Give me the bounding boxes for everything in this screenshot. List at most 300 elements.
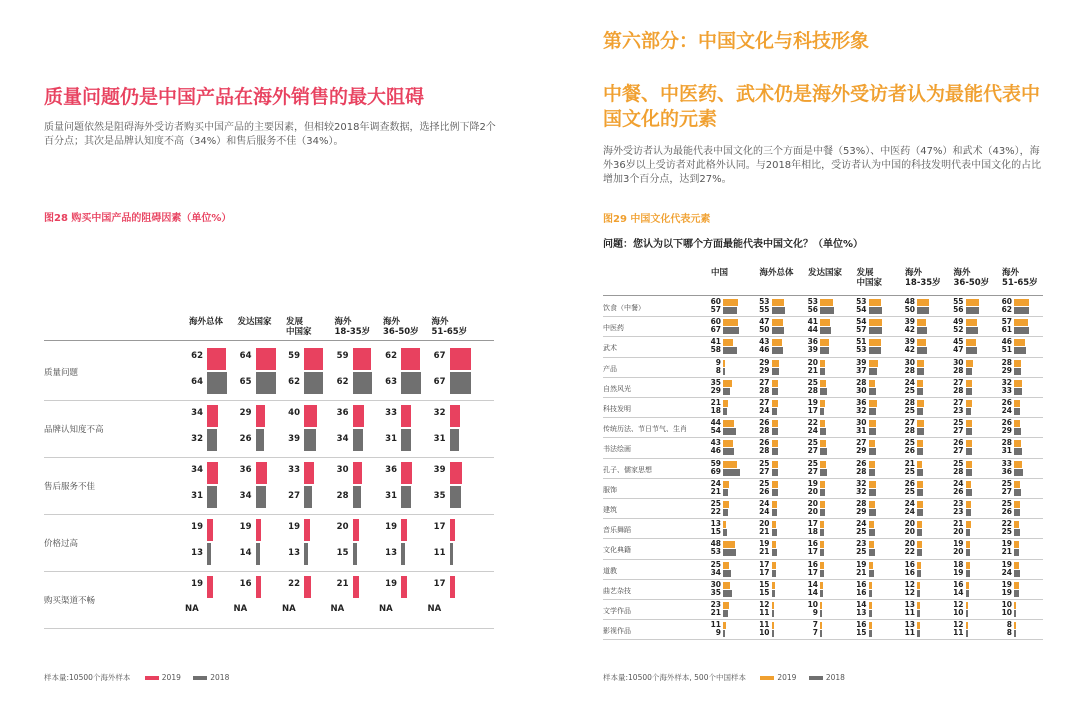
right-value-2018: 21 (710, 608, 721, 617)
left-bar-2018 (207, 429, 217, 451)
right-bar-2018 (869, 570, 874, 577)
left-value-2018: 39 (288, 434, 300, 444)
right-value-2019: 60 (710, 317, 721, 327)
legend-label-2019-right: 2019 (777, 673, 797, 682)
left-value-2018: 31 (433, 434, 446, 444)
left-value-2019: 20 (336, 522, 349, 532)
right-bar-2019 (917, 360, 924, 367)
right-bar-2019 (1014, 299, 1029, 306)
left-value-2018: 65 (239, 377, 252, 387)
right-value-2019: 8 (1006, 620, 1012, 630)
left-column-header (286, 317, 335, 337)
legend-swatch-2019-right (760, 676, 774, 680)
right-footnote: 样本量:10500个海外样本, 500个中国样本 (603, 673, 746, 682)
right-value-2018: 8 (715, 365, 721, 375)
right-bar-2019 (869, 481, 877, 488)
right-bar-2018 (1014, 529, 1020, 536)
left-value-2019: 34 (191, 465, 203, 475)
right-row-divider (603, 478, 1043, 479)
right-bar-2019 (917, 602, 920, 609)
right-value-2018: 50 (904, 305, 915, 314)
left-bar-2019 (304, 405, 317, 427)
left-value-2018: 64 (191, 377, 203, 387)
right-value-2019: 59 (710, 458, 721, 468)
left-value-2019: 21 (336, 579, 349, 589)
right-value-2018: 28 (856, 466, 867, 476)
right-column-header-line: 海外 (1002, 268, 1020, 278)
right-bar-2018 (917, 448, 923, 455)
left-footnote: 样本量:10500个海外样本 (44, 673, 131, 682)
right-value-2019: 27 (759, 377, 770, 387)
right-value-2018: 25 (856, 547, 867, 557)
right-value-2019: 26 (759, 418, 770, 428)
right-bar-2019 (917, 521, 922, 528)
right-bar-2018 (1014, 347, 1026, 354)
left-row-label: 质量问题 (44, 368, 79, 378)
right-value-2019: 25 (710, 559, 721, 569)
left-title: 质量问题仍是中国产品在海外销售的最大阻碍 (44, 86, 425, 108)
left-column-header-line: 海外 (334, 317, 352, 327)
right-bar-2018 (869, 327, 883, 334)
right-row-label: 产品 (603, 364, 617, 373)
right-value-2018: 46 (710, 446, 721, 456)
left-value-2018: 14 (239, 548, 252, 558)
right-value-2019: 46 (1001, 337, 1012, 347)
right-bar-2019 (820, 582, 823, 589)
left-bar-2018 (304, 372, 323, 394)
right-value-2018: 57 (710, 305, 721, 314)
right-bar-2018 (1014, 307, 1029, 314)
right-row-divider (603, 357, 1043, 358)
right-value-2019: 23 (856, 539, 867, 549)
right-bar-2019 (723, 461, 737, 468)
right-legend (603, 672, 845, 683)
left-bar-2018 (207, 372, 227, 394)
right-bar-2019 (723, 501, 729, 508)
right-bar-2019 (966, 400, 973, 407)
right-bar-2018 (966, 428, 973, 435)
right-column-header-line: 海外 (905, 268, 923, 278)
right-bar-2019 (820, 319, 830, 326)
right-bar-2019 (723, 420, 734, 427)
right-bar-2019 (966, 622, 969, 629)
right-bar-2018 (820, 388, 827, 395)
right-bar-2019 (1014, 622, 1016, 629)
right-value-2018: 19 (953, 567, 964, 577)
right-bar-2019 (917, 339, 926, 346)
left-column-header-line: 海外 (431, 317, 449, 327)
left-value-2019: 62 (385, 351, 397, 361)
right-value-2018: 27 (759, 466, 770, 476)
left-value-2019: 29 (239, 408, 252, 418)
right-value-2019: 19 (759, 539, 770, 549)
right-value-2018: 26 (953, 486, 964, 496)
right-bar-2019 (869, 562, 874, 569)
right-column-header (1002, 268, 1051, 288)
right-bar-2018 (772, 529, 777, 536)
left-column-header-line: 发达国家 (237, 317, 272, 327)
right-value-2019: 16 (856, 620, 867, 630)
right-bar-2019 (869, 400, 878, 407)
right-value-2019: 60 (710, 297, 721, 306)
right-row-divider (603, 518, 1043, 519)
left-value-2019: 36 (239, 465, 252, 475)
right-value-2019: 22 (1001, 519, 1012, 529)
right-bar-2019 (917, 400, 924, 407)
left-value-2018: 35 (433, 491, 446, 501)
left-bar-2019 (401, 405, 411, 427)
right-column-header (760, 268, 809, 278)
left-value-2018: 63 (385, 377, 397, 387)
right-bar-2019 (820, 602, 822, 609)
right-bar-2018 (820, 469, 827, 476)
right-bar-2018 (1014, 630, 1016, 637)
right-value-2019: 10 (1001, 600, 1012, 609)
right-value-2019: 17 (807, 519, 818, 529)
right-question: 问题：您认为以下哪个方面最能代表中国文化？（单位%） (603, 239, 864, 250)
right-value-2019: 16 (856, 579, 867, 589)
right-bar-2018 (966, 509, 972, 516)
right-bar-2018 (772, 327, 784, 334)
left-bar-2019 (256, 348, 276, 370)
right-column-header-line: 36-50岁 (953, 278, 990, 288)
left-column-header (189, 317, 238, 327)
right-value-2019: 19 (1001, 579, 1012, 589)
right-value-2018: 57 (856, 325, 867, 335)
right-value-2019: 53 (759, 297, 770, 306)
right-bar-2019 (917, 380, 923, 387)
left-value-2018: 13 (288, 548, 300, 558)
right-bar-2018 (820, 590, 823, 597)
right-value-2018: 28 (953, 385, 964, 395)
right-value-2019: 53 (856, 297, 867, 306)
right-value-2018: 24 (1001, 406, 1012, 415)
left-column-header (383, 317, 432, 337)
right-value-2018: 51 (1001, 345, 1012, 355)
right-bar-2019 (966, 440, 972, 447)
right-bar-2019 (1014, 319, 1028, 326)
right-value-2018: 21 (710, 486, 721, 496)
left-value-2019: 16 (239, 579, 252, 589)
right-value-2019: 16 (807, 559, 818, 569)
right-value-2018: 8 (1006, 628, 1012, 638)
right-bar-2018 (917, 327, 927, 334)
right-value-2019: 30 (953, 357, 964, 367)
right-bar-2018 (772, 570, 776, 577)
right-value-2018: 54 (856, 305, 867, 314)
right-value-2019: 11 (710, 620, 721, 630)
right-value-2019: 19 (856, 559, 867, 569)
right-bar-2018 (1014, 570, 1020, 577)
right-bar-2019 (966, 521, 971, 528)
right-value-2018: 22 (710, 507, 721, 516)
right-value-2019: 24 (856, 519, 867, 529)
left-value-2018: 13 (191, 548, 203, 558)
right-bar-2019 (869, 360, 878, 367)
right-value-2019: 30 (904, 357, 915, 367)
right-value-2019: 13 (710, 519, 721, 529)
right-bar-2019 (966, 501, 972, 508)
right-value-2019: 25 (807, 438, 818, 448)
right-value-2018: 29 (856, 446, 867, 456)
right-bar-2018 (723, 469, 740, 476)
right-value-2019: 24 (904, 499, 915, 508)
right-value-2019: 22 (807, 418, 818, 428)
right-value-2018: 52 (953, 325, 964, 335)
left-bar-2018 (304, 486, 312, 508)
right-value-2019: 27 (953, 398, 964, 407)
right-bar-2018 (723, 509, 728, 516)
right-value-2018: 28 (759, 426, 770, 436)
right-bar-2019 (1014, 339, 1025, 346)
right-bar-2018 (1014, 428, 1021, 435)
left-value-2019: 40 (288, 408, 300, 418)
right-value-2018: 58 (710, 345, 721, 355)
left-value-2019: 39 (433, 465, 446, 475)
left-value-2019: 67 (433, 351, 446, 361)
right-value-2018: 20 (807, 507, 818, 516)
right-bar-2018 (917, 590, 920, 597)
right-bar-2018 (820, 428, 826, 435)
right-bar-2018 (917, 570, 921, 577)
right-value-2019: 24 (953, 478, 964, 488)
right-bar-2018 (723, 448, 734, 455)
left-column-header-line: 海外 (383, 317, 401, 327)
left-bar-2019 (256, 405, 265, 427)
right-value-2018: 24 (759, 507, 770, 516)
right-bar-2018 (772, 388, 779, 395)
right-row-divider (603, 417, 1043, 418)
right-row-label: 中医药 (603, 324, 624, 333)
left-value-2019: 33 (288, 465, 300, 475)
right-value-2019: 20 (759, 519, 770, 529)
right-bar-2019 (772, 541, 777, 548)
right-value-2018: 9 (715, 628, 721, 638)
right-value-2019: 21 (904, 458, 915, 468)
right-bar-2019 (820, 360, 825, 367)
right-value-2019: 55 (953, 297, 964, 306)
right-bar-2019 (1014, 481, 1020, 488)
right-value-2019: 12 (953, 620, 964, 630)
right-bar-2018 (772, 590, 776, 597)
right-value-2019: 19 (953, 539, 964, 549)
right-bar-2018 (723, 347, 737, 354)
left-bar-2019 (353, 519, 359, 541)
right-value-2019: 39 (904, 317, 915, 327)
right-bar-2018 (966, 368, 973, 375)
right-bar-2019 (723, 562, 729, 569)
right-value-2019: 25 (710, 499, 721, 508)
right-row-divider (603, 316, 1043, 317)
legend-label-2019: 2019 (161, 673, 181, 682)
right-bar-2018 (820, 408, 824, 415)
right-bar-2019 (966, 481, 972, 488)
right-row-label: 自然风光 (603, 384, 631, 393)
right-value-2019: 43 (759, 337, 770, 347)
right-bar-2018 (820, 307, 834, 314)
right-bar-2019 (772, 461, 778, 468)
right-value-2019: 19 (807, 398, 818, 407)
right-value-2018: 32 (856, 486, 867, 496)
left-bar-2019 (304, 519, 310, 541)
right-value-2018: 16 (856, 587, 867, 597)
right-bar-2018 (723, 307, 737, 314)
right-bar-2018 (869, 408, 877, 415)
right-bar-2018 (723, 408, 727, 415)
right-bar-2019 (966, 319, 978, 326)
right-bar-2018 (772, 630, 774, 637)
right-bar-2019 (723, 299, 738, 306)
right-bar-2019 (723, 622, 726, 629)
right-value-2019: 26 (1001, 398, 1012, 407)
left-value-2018-na: NA (282, 604, 296, 614)
right-bar-2018 (917, 610, 920, 617)
legend-swatch-2018-right (809, 676, 823, 680)
left-bar-2018 (353, 372, 372, 394)
right-value-2018: 39 (807, 345, 818, 355)
right-bar-2018 (820, 327, 831, 334)
right-value-2018: 29 (759, 365, 770, 375)
right-value-2018: 25 (904, 385, 915, 395)
left-bar-2018 (401, 543, 405, 565)
right-bar-2018 (917, 388, 923, 395)
right-value-2019: 10 (807, 600, 818, 609)
right-value-2019: 25 (953, 418, 964, 428)
left-value-2019: 33 (385, 408, 397, 418)
right-bar-2018 (966, 307, 980, 314)
right-column-header (808, 268, 857, 278)
right-value-2018: 50 (759, 325, 770, 335)
right-bar-2019 (772, 420, 778, 427)
right-bar-2018 (1014, 327, 1029, 334)
right-value-2019: 48 (904, 297, 915, 306)
right-bar-2019 (1014, 602, 1016, 609)
right-value-2019: 26 (953, 438, 964, 448)
right-bar-2019 (869, 501, 876, 508)
right-value-2019: 25 (807, 377, 818, 387)
right-value-2018: 7 (812, 628, 818, 638)
right-bar-2019 (966, 602, 969, 609)
right-value-2019: 28 (904, 398, 915, 407)
right-value-2019: 47 (759, 317, 770, 327)
right-value-2019: 24 (904, 377, 915, 387)
right-paragraph: 海外受访者认为最能代表中国文化的三个方面是中餐（53%）、中医药（47%）和武术（43%），海外36岁以上受访者对此格外认同。与2018年相比，受访者认为中国的科技发明代表中国文化的占比增加3个百分点，达到27%。 (603, 146, 1042, 185)
right-bar-2018 (772, 489, 778, 496)
left-table (44, 300, 494, 640)
right-value-2018: 25 (856, 527, 867, 537)
right-value-2018: 23 (953, 507, 964, 516)
right-bar-2019 (966, 339, 977, 346)
right-value-2018: 28 (807, 385, 818, 395)
left-bar-2019 (304, 348, 323, 370)
right-value-2019: 24 (759, 499, 770, 508)
right-bar-2018 (966, 630, 969, 637)
right-bar-2018 (917, 489, 923, 496)
right-bar-2018 (820, 549, 824, 556)
right-bar-2019 (869, 541, 875, 548)
right-value-2018: 26 (759, 486, 770, 496)
left-bar-2019 (450, 519, 455, 541)
right-title: 中餐、中医药、武术仍是海外受访者认为最能代表中国文化的元素 (603, 83, 1041, 130)
right-value-2018: 28 (904, 426, 915, 436)
right-value-2019: 41 (710, 337, 721, 347)
left-column-header (238, 317, 287, 327)
right-value-2019: 57 (1001, 317, 1012, 327)
left-value-2019: 17 (433, 579, 446, 589)
right-value-2019: 35 (710, 377, 721, 387)
right-row-divider (603, 599, 1043, 600)
right-value-2018: 11 (904, 628, 915, 638)
left-column-header-line: 发展 (286, 317, 304, 327)
right-bar-2019 (1014, 521, 1019, 528)
right-bar-2018 (772, 549, 777, 556)
left-bar-2018 (353, 429, 364, 451)
right-value-2018: 35 (710, 587, 721, 597)
right-value-2019: 27 (856, 438, 867, 448)
left-value-2018: 62 (288, 377, 300, 387)
right-value-2019: 43 (710, 438, 721, 448)
left-value-2018: 32 (191, 434, 203, 444)
right-value-2018: 21 (759, 547, 770, 557)
right-bar-2019 (723, 339, 733, 346)
right-column-header-line: 海外总体 (759, 268, 794, 278)
right-column-header-line: 发达国家 (808, 268, 843, 278)
right-bar-2019 (723, 440, 733, 447)
right-bar-2018 (772, 408, 778, 415)
right-value-2019: 20 (807, 357, 818, 367)
right-bar-2018 (723, 570, 731, 577)
right-row-divider (603, 538, 1043, 539)
right-bar-2019 (869, 582, 873, 589)
right-bar-2018 (869, 368, 878, 375)
left-bar-2019 (304, 462, 314, 484)
right-value-2019: 28 (856, 377, 867, 387)
right-value-2018: 62 (1001, 305, 1012, 314)
right-bar-2019 (869, 602, 872, 609)
left-row-divider (44, 628, 494, 629)
left-value-2018: 31 (385, 434, 397, 444)
left-value-2018-na: NA (379, 604, 393, 614)
right-value-2019: 12 (759, 600, 770, 609)
right-value-2018: 25 (904, 466, 915, 476)
right-column-header (857, 268, 906, 288)
left-value-2018: 31 (385, 491, 397, 501)
right-column-header (905, 268, 954, 288)
left-value-2018: 62 (336, 377, 349, 387)
right-bar-2018 (723, 327, 739, 334)
right-bar-2018 (1014, 590, 1019, 597)
right-value-2018: 33 (1001, 385, 1012, 395)
right-value-2018: 31 (856, 426, 867, 436)
right-value-2018: 27 (1001, 486, 1012, 496)
right-value-2018: 61 (1001, 325, 1012, 335)
right-bar-2018 (820, 610, 822, 617)
right-bar-2019 (820, 380, 826, 387)
right-row-label: 饮食（中餐） (603, 304, 645, 312)
left-value-2019: 36 (385, 465, 397, 475)
left-row-label: 售后服务不佳 (44, 482, 96, 492)
right-bar-2018 (820, 448, 827, 455)
left-value-2018: 31 (191, 491, 203, 501)
right-bar-2019 (1014, 440, 1021, 447)
right-bar-2018 (723, 428, 736, 435)
right-value-2019: 16 (904, 559, 915, 569)
right-bar-2019 (966, 299, 979, 306)
left-bar-2018 (401, 372, 421, 394)
right-row-divider (603, 559, 1043, 560)
left-row-divider (44, 457, 494, 458)
left-value-2019: 17 (433, 522, 446, 532)
